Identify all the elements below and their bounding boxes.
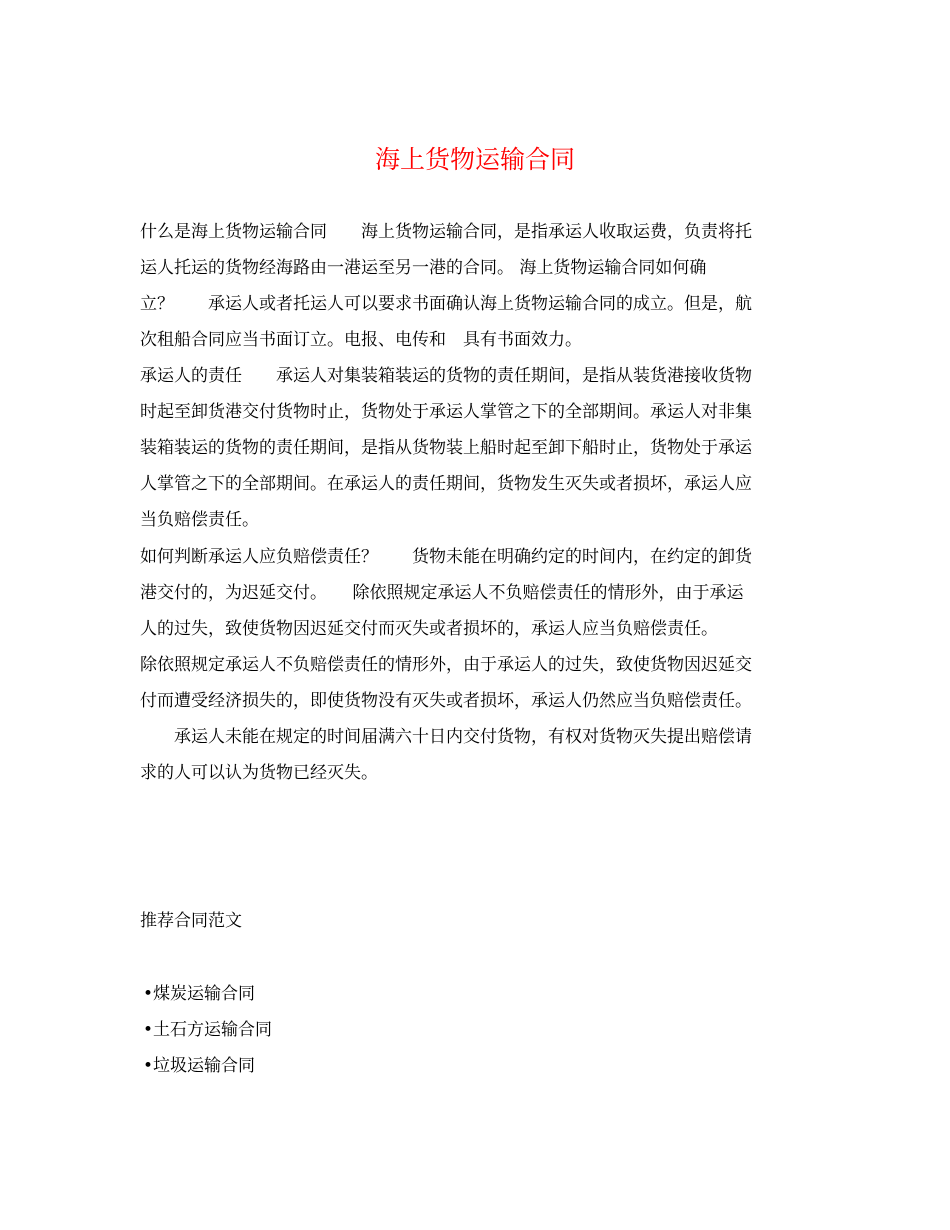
text-line: 如何判断承运人应负赔偿责任？ 货物未能在明确约定的时间内，在约定的卸货	[140, 547, 752, 567]
text-line: 求的人可以认为货物已经灭失。	[140, 763, 378, 783]
text-line: 承运人未能在规定的时间届满六十日内交付货物，有权对货物灭失提出赔偿请	[140, 727, 752, 747]
text-line: 人掌管之下的全部期间。在承运人的责任期间，货物发生灭失或者损坏，承运人应	[140, 474, 752, 494]
text-line: 除依照规定承运人不负赔偿责任的情形外，由于承运人的过失，致使货物因迟延交	[140, 655, 752, 675]
recommend-link-earthwork[interactable]: •土石方运输合同	[143, 1020, 273, 1040]
text-line: 港交付的，为迟延交付。 除依照规定承运人不负赔偿责任的情形外，由于承运	[140, 583, 744, 603]
text-line: 什么是海上货物运输合同 海上货物运输合同，是指承运人收取运费，负责将托	[140, 222, 752, 242]
text-line: 当负赔偿责任。	[140, 510, 259, 530]
text-line: 付而遭受经济损失的，即使货物没有灭失或者损坏，承运人仍然应当负赔偿责任。	[140, 691, 752, 711]
text-line: 装箱装运的货物的责任期间，是指从货物装上船时起至卸下船时止，货物处于承运	[140, 438, 752, 458]
text-line: 立？ 承运人或者托运人可以要求书面确认海上货物运输合同的成立。但是，航	[140, 294, 752, 314]
recommend-link-coal[interactable]: •煤炭运输合同	[143, 984, 256, 1004]
recommend-heading: 推荐合同范文	[140, 911, 242, 931]
text-line: 人的过失，致使货物因迟延交付而灭失或者损坏的，承运人应当负赔偿责任。	[140, 619, 718, 639]
text-line: 次租船合同应当书面订立。电报、电传和 具有书面效力。	[140, 330, 582, 350]
text-line: 运人托运的货物经海路由一港运至另一港的合同。 海上货物运输合同如何确	[140, 258, 707, 278]
text-line: 承运人的责任 承运人对集装箱装运的货物的责任期间，是指从装货港接收货物	[140, 366, 752, 386]
page-title: 海上货物运输合同	[374, 145, 575, 174]
recommend-link-garbage[interactable]: •垃圾运输合同	[143, 1056, 256, 1076]
text-line: 时起至卸货港交付货物时止，货物处于承运人掌管之下的全部期间。承运人对非集	[140, 402, 752, 422]
